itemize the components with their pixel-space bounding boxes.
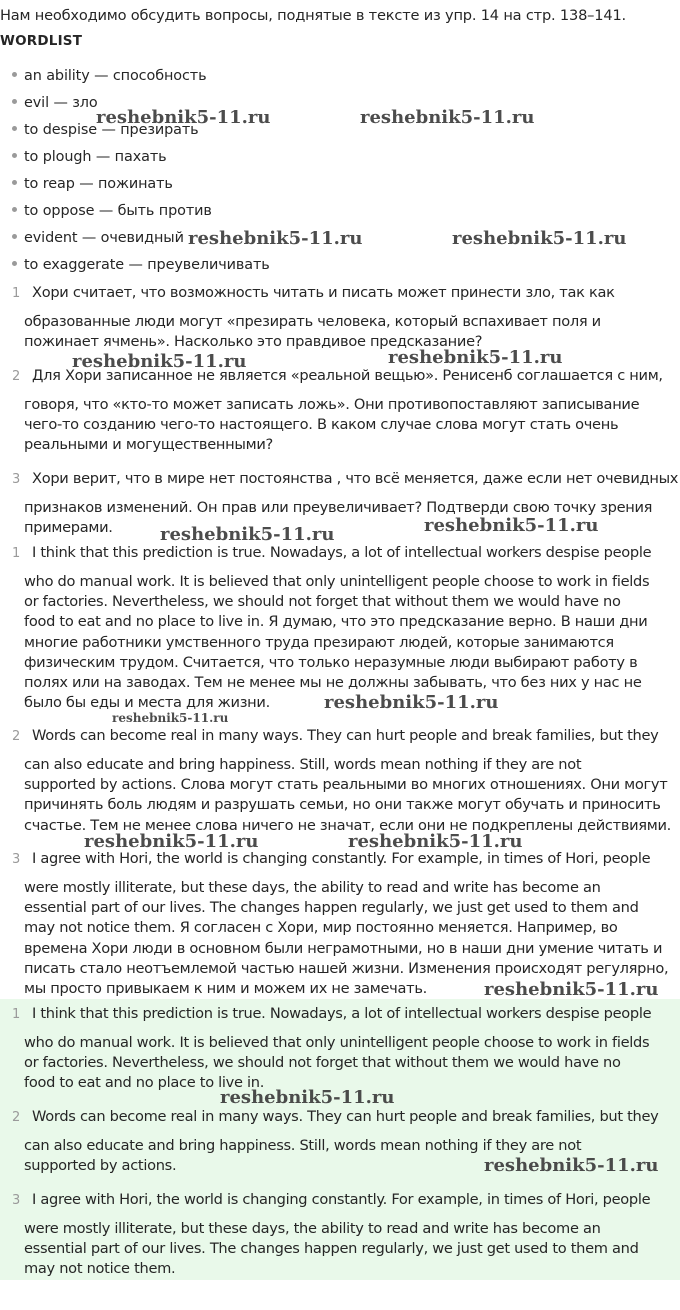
wordlist-item: to despise — презирать [12, 120, 199, 140]
wordlist-item: evident — очевидный [12, 228, 184, 248]
answer-number: 3 [12, 1193, 20, 1208]
answer-number: 2 [12, 729, 20, 744]
question-text: Хори считает, что возможность читать и писать может принести зло, так как [32, 284, 615, 301]
answer-en-1 [0, 1004, 680, 1094]
question-number: 2 [12, 369, 20, 384]
question-text-continued: признаков изменений. Он прав или преувеличивает? Подтверди свою точку зрения примерами. [24, 499, 653, 537]
answer-number: 2 [12, 1110, 20, 1125]
bullet-icon [12, 180, 17, 185]
wordlist-item: to reap — пожинать [12, 174, 173, 194]
bullet-icon [12, 261, 17, 266]
question-text-continued: говоря, что «кто-то может записать ложь». Они противопоставляют записывание чего-то созданию чего-то настоящего. В каком случае слова могут стать очень реальными и могущественными? [24, 396, 640, 454]
answer-text-continued: can also educate and bring happiness. Still, words mean nothing if they are not supported by actions. Слова могут стать реальными во многих отношениях. Они могут причинять боль людям и разрушать семьи, но они также могут обучать и приносить счастье. Тем не менее слова ничего не значат, если они не подкреплены действиями. [24, 756, 672, 834]
wordlist-item: an ability — способность [12, 66, 206, 86]
question-2 [0, 366, 680, 456]
wordlist-title: WORDLIST [0, 33, 83, 49]
bullet-icon [12, 72, 17, 77]
bullet-icon [12, 234, 17, 239]
answer-3 [0, 849, 680, 999]
watermark: reshebnik5-11.ru [484, 979, 659, 1000]
answer-text: I think that this prediction is true. Nowadays, a lot of intellectual workers despise people [32, 1005, 652, 1022]
answer-number: 1 [12, 546, 20, 561]
question-number: 3 [12, 472, 20, 487]
answer-en-3 [0, 1190, 680, 1280]
answer-text-continued: who do manual work. It is believed that only unintelligent people choose to work in fields or factories. Nevertheless, we should not forget that without them we would have no food to eat and no place to live in. Я думаю, что это предсказание верно. В наши дни многие работники умственного труда презирают людей, которые занимаются физическим трудом. Считается, что только неразумные люди выбирают работу в полях или на заводах. Тем не менее мы не должны забывать, что без них у нас не было бы еды и места для жизни. [24, 573, 650, 712]
question-text: Хори верит, что в мире нет постоянства , что всё меняется, даже если нет очевидных [32, 470, 679, 487]
watermark: reshebnik5-11.ru [96, 107, 271, 128]
bullet-icon [12, 153, 17, 158]
watermark: reshebnik5-11.ru [220, 1087, 395, 1108]
wordlist-item: evil — зло [12, 93, 98, 113]
watermark: reshebnik5-11.ru [424, 515, 599, 536]
watermark: reshebnik5-11.ru [348, 831, 523, 852]
question-number: 1 [12, 286, 20, 301]
wordlist-item: to oppose — быть против [12, 201, 212, 221]
bullet-icon [12, 207, 17, 212]
watermark: reshebnik5-11.ru [112, 711, 229, 725]
wordlist-item: to plough — пахать [12, 147, 167, 167]
watermark: reshebnik5-11.ru [84, 831, 259, 852]
question-text-continued: образованные люди могут «презирать человека, который вспахивает поля и пожинает ячмень». Насколько это правдивое предсказание? [24, 313, 601, 351]
answer-text-continued: were mostly illiterate, but these days, the ability to read and write has become an essential part of our lives. The changes happen regularly, we just get used to them and may not notice them. Я согласен с Хори, мир постоянно меняется. Например, во времена Хори люди в основном были неграмотными, но в наши дни умение читать и писать стало неотъемлемой частью нашей жизни. Изменения происходят регулярно, мы просто привыкаем к ним и можем их не замечать. [24, 879, 669, 998]
answer-number: 1 [12, 1007, 20, 1022]
answer-text: Words can become real in many ways. They can hurt people and break families, but they [32, 727, 659, 744]
watermark: reshebnik5-11.ru [160, 524, 335, 545]
watermark: reshebnik5-11.ru [484, 1155, 659, 1176]
bullet-icon [12, 99, 17, 104]
answer-text: I think that this prediction is true. Nowadays, a lot of intellectual workers despise people [32, 544, 652, 561]
wordlist-item: to exaggerate — преувеличивать [12, 255, 270, 275]
answer-2 [0, 726, 680, 836]
question-1 [0, 283, 680, 352]
question-text: Для Хори записанное не является «реальной вещью». Ренисенб соглашается с ним, [32, 367, 663, 384]
answer-text: Words can become real in many ways. They can hurt people and break families, but they [32, 1108, 659, 1125]
answer-1 [0, 543, 680, 713]
answer-text-continued: were mostly illiterate, but these days, the ability to read and write has become an essential part of our lives. The changes happen regularly, we just get used to them and may not notice them. [24, 1220, 639, 1278]
watermark: reshebnik5-11.ru [188, 228, 363, 249]
watermark: reshebnik5-11.ru [360, 107, 535, 128]
answer-number: 3 [12, 852, 20, 867]
answer-text-continued: who do manual work. It is believed that only unintelligent people choose to work in fields or factories. Nevertheless, we should not forget that without them we would have no food to eat and no place to live in. [24, 1034, 650, 1092]
watermark: reshebnik5-11.ru [388, 347, 563, 368]
answer-text: I agree with Hori, the world is changing constantly. For example, in times of Hori, people [32, 850, 651, 867]
intro-text: Нам необходимо обсудить вопросы, поднятые в тексте из упр. 14 на стр. 138–141. [0, 7, 626, 24]
watermark: reshebnik5-11.ru [72, 351, 247, 372]
watermark: reshebnik5-11.ru [324, 692, 499, 713]
bullet-icon [12, 126, 17, 131]
answer-text: I agree with Hori, the world is changing constantly. For example, in times of Hori, people [32, 1191, 651, 1208]
watermark: reshebnik5-11.ru [452, 228, 627, 249]
answer-text-continued: can also educate and bring happiness. Still, words mean nothing if they are not supported by actions. [24, 1137, 582, 1175]
